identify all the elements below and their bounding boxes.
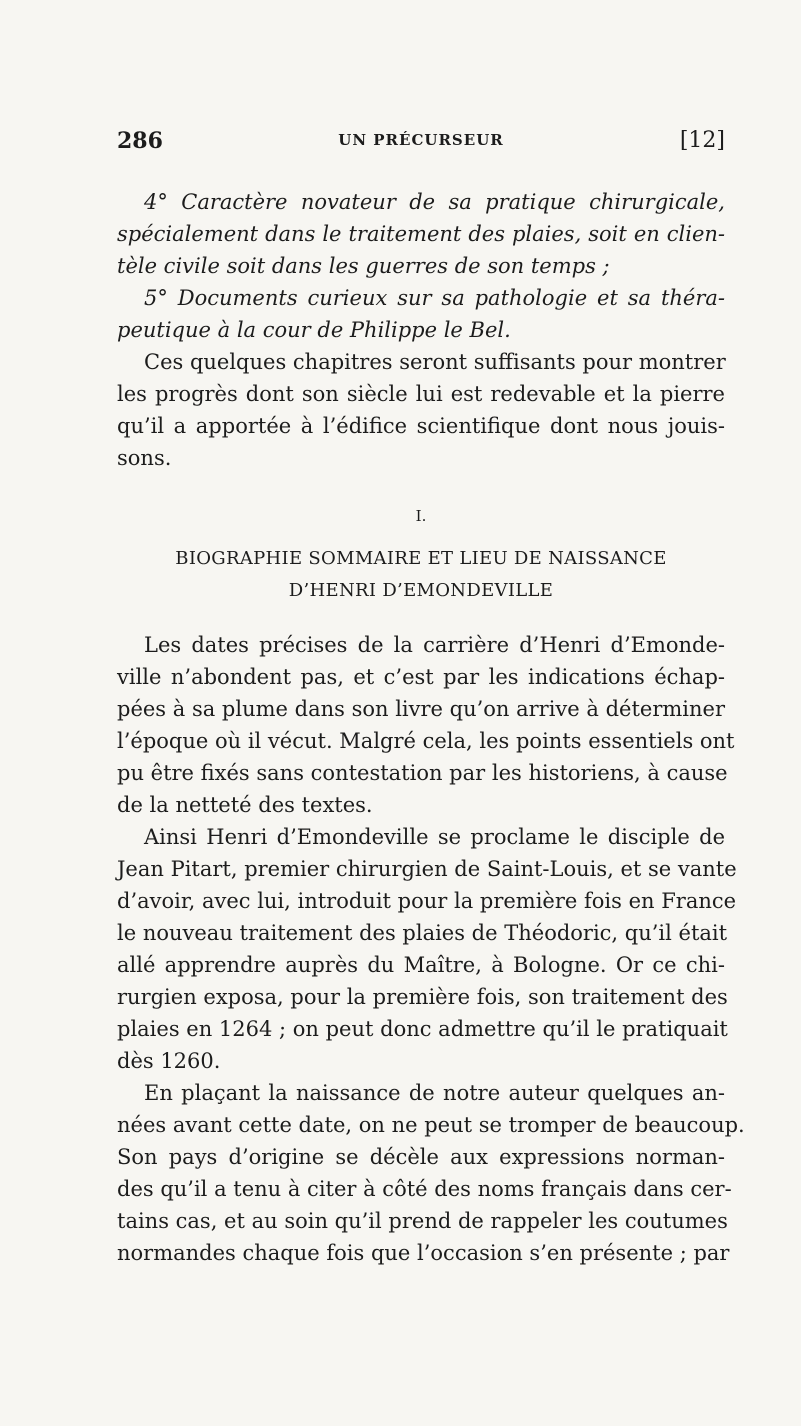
section-title: BIOGRAPHIE SOMMAIRE ET LIEU DE NAISSANCE xyxy=(175,548,667,569)
running-head xyxy=(117,128,725,164)
paragraph-line: Jean Pitart, premier chirurgien de Saint-Louis, et se vante xyxy=(117,857,737,881)
paragraph-line: le nouveau traitement des plaies de Théodoric, qu’il était xyxy=(117,921,728,945)
list-item-4-line: tèle civile soit dans les guerres de son temps ; xyxy=(117,254,610,278)
paragraph-line: Ainsi Henri d’Emondeville se proclame le disciple de xyxy=(144,825,725,849)
paragraph-line: sons. xyxy=(117,446,172,470)
paragraph-line: les progrès dont son siècle lui est redevable et la pierre xyxy=(117,382,725,406)
paragraph-line: tains cas, et au soin qu’il prend de rappeler les coutumes xyxy=(117,1209,728,1233)
paragraph-line: pu être fixés sans contestation par les historiens, à cause xyxy=(117,761,728,785)
paragraph-line: dès 1260. xyxy=(117,1049,221,1073)
paragraph-line: ville n’abondent pas, et c’est par les indications échap- xyxy=(117,665,725,689)
paragraph-line: nées avant cette date, on ne peut se tromper de beaucoup. xyxy=(117,1113,745,1137)
paragraph-line: qu’il a apportée à l’édifice scientifique dont nous jouis- xyxy=(117,414,725,438)
section-number: I. xyxy=(415,507,427,525)
paragraph-line: des qu’il a tenu à citer à côté des noms français dans cer- xyxy=(117,1177,732,1201)
paragraph-line: pées à sa plume dans son livre qu’on arrive à déterminer xyxy=(117,697,725,721)
paragraph-line: l’époque où il vécut. Malgré cela, les points essentiels ont xyxy=(117,729,735,753)
list-item-4-line: 4° Caractère novateur de sa pratique chirurgicale, xyxy=(144,190,725,214)
paragraph-line: allé apprendre auprès du Maître, à Bologne. Or ce chi- xyxy=(117,953,725,977)
running-title: UN PRÉCURSEUR xyxy=(338,131,504,149)
list-item-4-line: spécialement dans le traitement des plaies, soit en clien- xyxy=(117,222,725,246)
paragraph-line: En plaçant la naissance de notre auteur quelques an- xyxy=(144,1081,725,1105)
paragraph-line: rurgien exposa, pour la première fois, son traitement des xyxy=(117,985,728,1009)
paragraph-line: Les dates précises de la carrière d’Henri d’Emonde- xyxy=(144,633,725,657)
bracket-number: [12] xyxy=(679,128,725,153)
list-item-5-line: 5° Documents curieux sur sa pathologie et sa théra- xyxy=(144,286,725,310)
paragraph-line: plaies en 1264 ; on peut donc admettre qu’il le pratiquait xyxy=(117,1017,728,1041)
paragraph-line: d’avoir, avec lui, introduit pour la première fois en France xyxy=(117,889,737,913)
paragraph-line: Ces quelques chapitres seront suffisants pour montrer xyxy=(144,350,726,374)
section-title: D’HENRI D’EMONDEVILLE xyxy=(288,580,554,601)
paragraph-line: de la netteté des textes. xyxy=(117,793,373,817)
list-item-5-line: peutique à la cour de Philippe le Bel. xyxy=(117,318,511,342)
paragraph-line: Son pays d’origine se décèle aux expressions norman- xyxy=(117,1145,725,1169)
page-number: 286 xyxy=(117,128,163,154)
paragraph-line: normandes chaque fois que l’occasion s’en présente ; par xyxy=(117,1241,730,1265)
